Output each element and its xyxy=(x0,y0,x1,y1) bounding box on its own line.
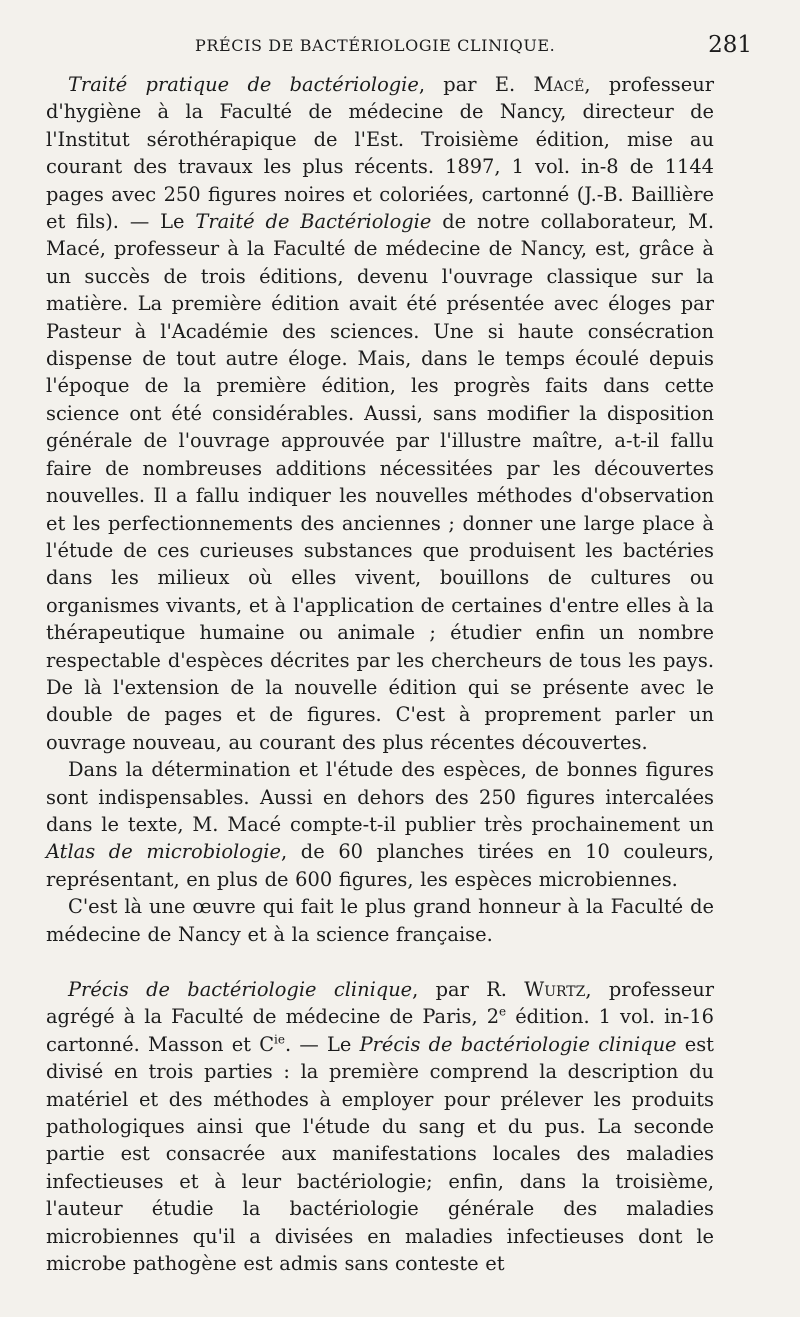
text-run: , professeur d'hygiène à la Faculté de médecine de Nancy, directeur de l'Institut sérothérapique de l'Est. Troisième édition, mise au courant des travaux les plus récents. 1897, 1 vol. in-8 de 1144 pages avec 250 figures noires et coloriées, cartonné (J.-B. Baillière et fils). — Le xyxy=(46,73,714,234)
text-run: édition. 1 vol. in-16 cartonné. Masson et C xyxy=(46,1005,715,1056)
text-run: Dans la détermination et l'étude des espèces, de bonnes figures sont indispensables. Aussi en dehors des 250 figures intercalées dans le texte, M. Macé compte-t-il publier très prochainement un xyxy=(46,758,714,836)
text-run: est divisé en trois parties : la première comprend la description du matériel et des méthodes à employer pour prélever les produits pathologiques ainsi que l'étude du sang et du pus. La seconde partie est consacrée aux manifestations locales des maladies infectieuses et à leur bactériologie; enfin, dans la troisième, l'auteur étudie la bactériologie générale des maladies microbiennes qu'il a divisées en maladies infectieuses dont le microbe pathogène est admis sans conteste et xyxy=(46,1032,714,1276)
text-run: , de 60 planches tirées en 10 couleurs, représentant, en plus de 600 figures, les espèces microbiennes. xyxy=(46,840,714,891)
review-macé-paragraph-3 xyxy=(46,893,714,948)
page-header xyxy=(45,30,752,64)
text-run: , par R. xyxy=(412,978,525,1001)
review-macé-paragraph xyxy=(46,71,714,756)
company-superscript: ie xyxy=(274,1032,285,1047)
review-wurtz-paragraph xyxy=(46,976,714,1277)
edition-superscript: e xyxy=(499,1004,507,1019)
book-title-reference: Précis de bactériologie clinique xyxy=(359,1032,677,1056)
text-run: , professeur agrégé à la Faculté de médecine de Paris, 2 xyxy=(46,978,714,1029)
text-run: C'est là une œuvre qui fait le plus grand honneur à la Faculté de médecine de Nancy et à la science française. xyxy=(46,895,714,946)
text-run: de notre collaborateur, M. Macé, professeur à la Faculté de médecine de Nancy, est, grâce à un succès de trois éditions, devenu l'ouvrage classique sur la matière. La première édition avait été présentée avec éloges par Pasteur à l'Académie des sciences. Une si haute consécration dispense de tout autre éloge. Mais, dans le temps écoulé depuis l'époque de la première édition, les progrès faits dans cette science ont été considérables. Aussi, sans modifier la disposition générale de l'ouvrage approuvée par l'illustre maître, a-t-il fallu faire de nombreuses additions nécessitées par les découvertes nouvelles. Il a fallu indiquer les nouvelles méthodes d'observation et les perfectionnements des anciennes ; donner une large place à l'étude de ces curieuses substances que produisent les bactéries dans les milieux où elles vivent, bouillons de cultures ou organismes vivants, et à l'application de certaines d'entre elles à la thérapeutique humaine ou animale ; étudier enfin un nombre respectable d'espèces décrites par les chercheurs de tous les pays. De là l'extension de la nouvelle édition qui se présente avec le double de pages et de figures. C'est à proprement parler un ouvrage nouveau, au courant des plus récentes découvertes. xyxy=(46,210,715,754)
text-run: , par E. xyxy=(418,73,534,96)
review-macé-paragraph-2 xyxy=(46,756,714,893)
text-run: . — Le xyxy=(285,1032,360,1056)
page-body xyxy=(46,71,714,1277)
book-title: Traité pratique de bactériologie xyxy=(68,73,419,96)
atlas-title: Atlas de microbiologie xyxy=(46,840,281,864)
author-name: Macé xyxy=(533,73,585,96)
book-title: Précis de bactériologie clinique xyxy=(68,978,413,1001)
page-number: 281 xyxy=(708,32,752,58)
author-name: Wurtz xyxy=(524,978,586,1001)
book-title-reference: Traité de Bactériologie xyxy=(195,210,432,234)
running-title: PRÉCIS DE BACTÉRIOLOGIE CLINIQUE. xyxy=(195,36,556,55)
